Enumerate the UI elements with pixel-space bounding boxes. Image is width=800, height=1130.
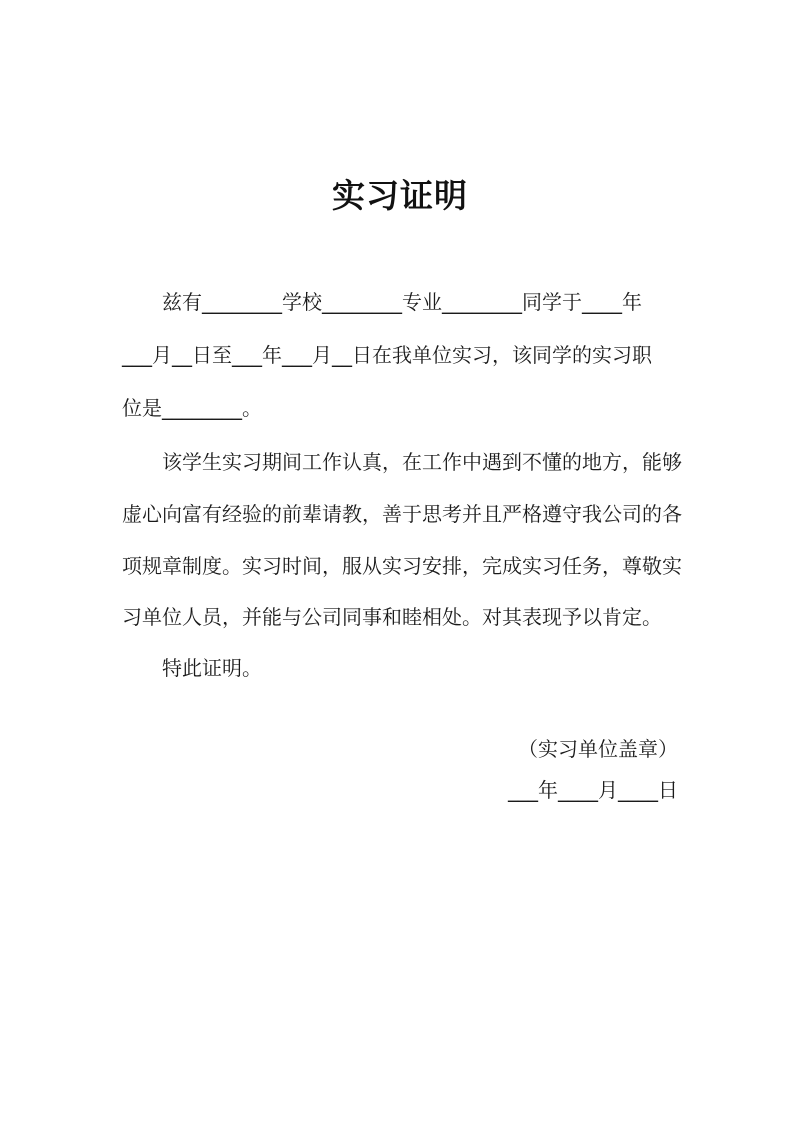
paragraph-2-line-2: 虚心向富有经验的前辈请教，善于思考并且严格遵守我公司的各 xyxy=(122,502,682,526)
paragraph-2-line-3: 项规章制度。实习时间，服从实习安排，完成实习任务，尊敬实 xyxy=(122,554,682,578)
date-line: ___年____月____日 xyxy=(508,778,678,802)
paragraph-1-line-1: 兹有________学校________专业________同学于____年 xyxy=(162,290,642,314)
paragraph-2-line-4: 习单位人员，并能与公司同事和睦相处。对其表现予以肯定。 xyxy=(122,605,662,629)
paragraph-2-line-1: 该学生实习期间工作认真，在工作中遇到不懂的地方，能够 xyxy=(162,450,682,474)
paragraph-1-line-2: ___月__日至___年___月__日在我单位实习，该同学的实习职 xyxy=(122,343,652,367)
seal-note: （实习单位盖章） xyxy=(518,737,678,761)
document-title: 实习证明 xyxy=(332,176,468,215)
paragraph-1-line-3: 位是________。 xyxy=(122,396,262,420)
closing-statement: 特此证明。 xyxy=(162,656,262,680)
